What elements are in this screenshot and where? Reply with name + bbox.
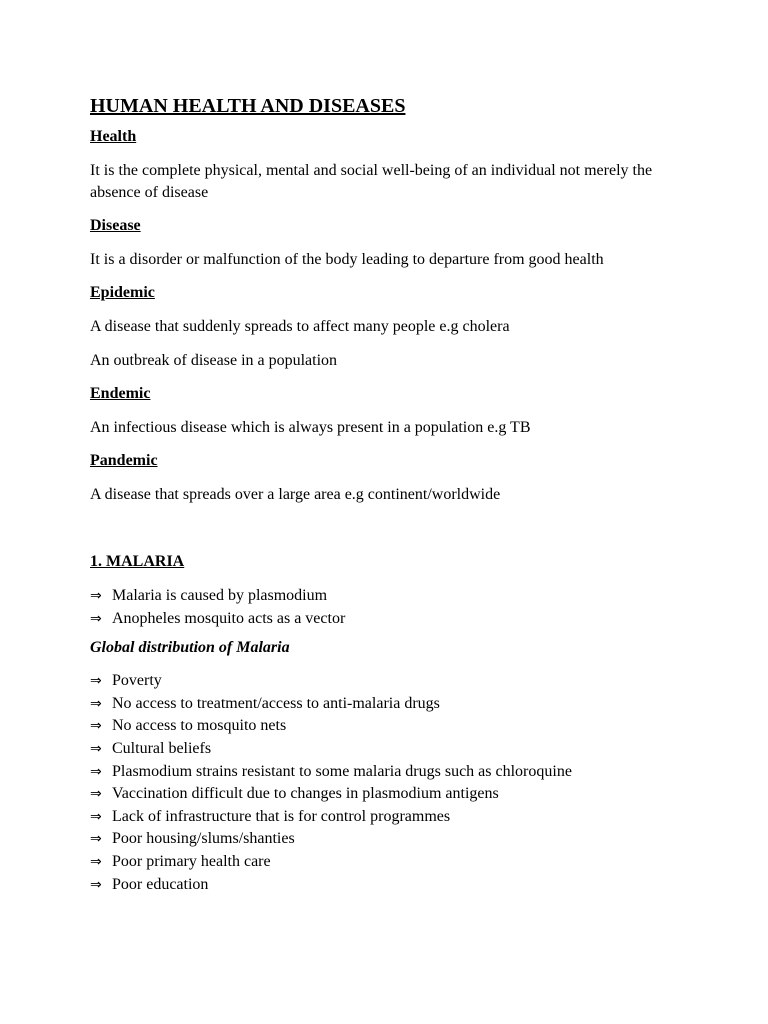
list-item-text: Poverty (112, 672, 162, 690)
list-item-text: Plasmodium strains resistant to some malaria drugs such as chloroquine (112, 762, 572, 780)
definition-health (90, 127, 690, 204)
arrow-icon: ⇒ (90, 763, 102, 780)
definition-text-disease: It is a disorder or malfunction of the body leading to departure from good health (90, 251, 604, 268)
arrow-icon: ⇒ (90, 718, 102, 735)
malaria-intro-list (90, 585, 690, 630)
arrow-icon: ⇒ (90, 695, 102, 712)
list-item (90, 585, 690, 608)
arrow-icon: ⇒ (90, 808, 102, 825)
list-item (90, 828, 690, 851)
malaria-heading: 1. MALARIA (90, 553, 185, 570)
arrow-icon: ⇒ (90, 588, 102, 604)
list-item (90, 608, 690, 631)
list-item (90, 738, 690, 761)
list-item (90, 693, 690, 716)
list-item (90, 783, 690, 806)
document-title: HUMAN HEALTH AND DISEASES (90, 95, 406, 117)
list-item-text: No access to treatment/access to anti-malaria drugs (112, 694, 440, 712)
list-item-text: Malaria is caused by plasmodium (112, 587, 328, 604)
definition-endemic (90, 384, 690, 439)
list-item (90, 761, 690, 784)
list-item-text: Poor education (112, 875, 209, 893)
list-item (90, 715, 690, 738)
term-heading-pandemic: Pandemic (90, 452, 158, 469)
arrow-icon: ⇒ (90, 876, 102, 893)
arrow-icon: ⇒ (90, 673, 102, 690)
arrow-icon: ⇒ (90, 786, 102, 803)
arrow-icon: ⇒ (90, 831, 102, 848)
list-item-text: Cultural beliefs (112, 739, 212, 757)
list-item (90, 806, 690, 829)
list-item (90, 670, 690, 693)
arrow-icon: ⇒ (90, 853, 102, 870)
document-page (90, 94, 690, 896)
definition-disease (90, 216, 690, 271)
definition-text-epidemic-2: An outbreak of disease in a population (90, 352, 338, 369)
definition-text-epidemic: A disease that suddenly spreads to affect many people e.g cholera (90, 318, 510, 335)
definition-text-endemic: An infectious disease which is always present in a population e.g TB (90, 419, 531, 436)
list-item-text: Poor primary health care (112, 852, 271, 870)
definition-text-pandemic: A disease that spreads over a large area e.g continent/worldwide (90, 486, 501, 503)
list-item-text: Poor housing/slums/shanties (112, 830, 295, 848)
list-item-text: No access to mosquito nets (112, 717, 287, 735)
list-item-text: Anopheles mosquito acts as a vector (112, 609, 346, 627)
definition-epidemic (90, 283, 690, 372)
definition-text-health: It is the complete physical, mental and social well-being of an individual not merely the absence of disease (90, 162, 653, 201)
list-item-text: Lack of infrastructure that is for control programmes (112, 807, 451, 825)
definition-pandemic (90, 451, 690, 506)
distribution-heading: Global distribution of Malaria (90, 639, 290, 657)
list-item (90, 874, 690, 897)
arrow-icon: ⇒ (90, 740, 102, 757)
term-heading-health: Health (90, 128, 137, 145)
term-heading-endemic: Endemic (90, 385, 151, 402)
term-heading-disease: Disease (90, 217, 141, 234)
term-heading-epidemic: Epidemic (90, 284, 155, 301)
arrow-icon: ⇒ (90, 610, 102, 627)
distribution-list (90, 670, 690, 896)
list-item (90, 851, 690, 874)
list-item-text: Vaccination difficult due to changes in plasmodium antigens (112, 785, 499, 803)
